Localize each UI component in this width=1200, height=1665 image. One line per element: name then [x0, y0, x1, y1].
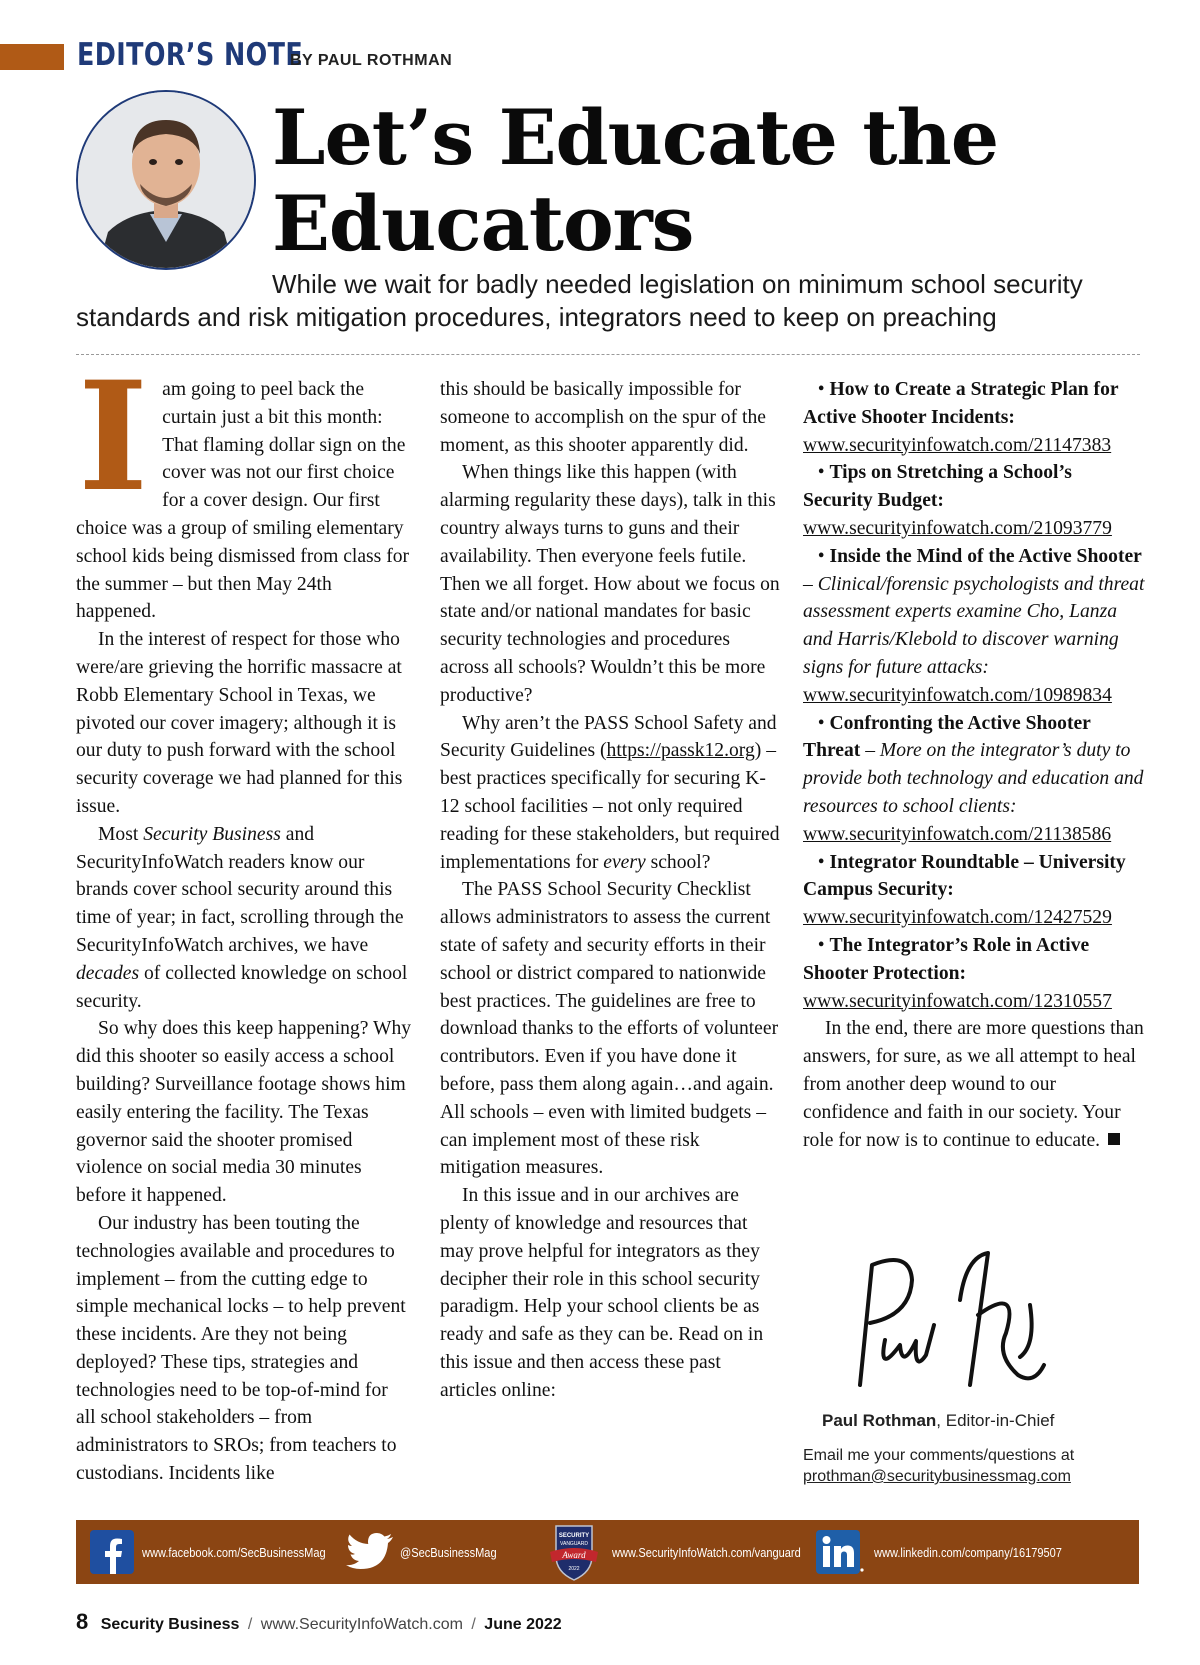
paragraph: The PASS School Security Checklist allows administrators to assess the current state of safety and security efforts in their school or district compared to nationwide best practices. The guidelines are free to download thanks to the efforts of volunteer contributors. Even if you have done it before, pass them along again…and again. All schools – even with limited budgets – can implement most of these risk mitigation measures.: [440, 879, 779, 1179]
issue-date: June 2022: [484, 1616, 562, 1633]
page-number: 8: [76, 1609, 89, 1634]
footer-site: www.SecurityInfoWatch.com: [260, 1616, 463, 1633]
closing-paragraph: [803, 1015, 1145, 1154]
drop-cap: I: [78, 349, 149, 525]
resource-link[interactable]: www.securityinfowatch.com/21138586: [803, 823, 1112, 845]
bullet-icon: •: [803, 851, 830, 873]
deck-subheadline: While we wait for badly needed legislation on minimum school security standards and risk mitigation procedures, integrators need to keep on preaching: [76, 269, 1083, 332]
bullet-icon: •: [803, 462, 830, 484]
author-title: , Editor-in-Chief: [936, 1411, 1055, 1430]
signature-name: [822, 1411, 1054, 1431]
paragraph: Our industry has been touting the technologies available and procedures to implement – from the cutting edge to simple mechanical locks – to help prevent these incidents. Are they not being deployed? These tips, strategies and technologies need to be top-of-mind for all school stakeholders – from administrators to SROs; from teachers to custodians. Incidents like: [76, 1212, 406, 1485]
twitter-item[interactable]: [346, 1520, 514, 1584]
closing-text: In the end, there are more questions than answers, for sure, as we all attempt to heal from another deep wound to our confidence and faith in our society. Your role for now is to continue to educate.: [803, 1018, 1144, 1151]
award-line-3: Award: [562, 1550, 586, 1560]
section-label: EDITOR’S NOTE: [77, 37, 304, 73]
pass-link[interactable]: https://passk12.org: [606, 740, 755, 762]
paragraph: [76, 349, 412, 626]
resource-item: [803, 543, 1145, 710]
section-accent-bar: [0, 44, 64, 70]
award-line-2: VANGUARD: [560, 1541, 588, 1547]
resource-link[interactable]: www.securityinfowatch.com/12427529: [803, 907, 1112, 929]
facebook-item[interactable]: [90, 1520, 358, 1584]
vanguard-item[interactable]: [546, 1520, 834, 1584]
resource-item: [803, 849, 1145, 932]
dashed-divider: [76, 354, 1140, 355]
bullet-icon: •: [803, 712, 830, 734]
text-run: and SecurityInfoWatch readers know our brands cover school security around this time of year; in fact, scrolling through the SecurityInfoWatch archives, we have: [76, 823, 404, 956]
author-headshot: [76, 90, 256, 270]
paragraph: So why does this keep happening? Why did this shooter so easily access a school building? Surveillance footage shows him easily entering the facility. The Texas governor said the shooter promised violence on social media 30 minutes before it happened.: [76, 1018, 412, 1207]
vanguard-award-icon: [546, 1522, 602, 1582]
bullet-icon: •: [803, 934, 830, 956]
resource-link[interactable]: www.securityinfowatch.com/10989834: [803, 684, 1112, 706]
byline: BY PAUL ROTHMAN: [290, 52, 453, 69]
resource-title: Integrator Roundtable – University Campus Security:: [803, 851, 1126, 901]
footer-separator: /: [247, 1616, 253, 1633]
text-run: Why aren’t the PASS School Safety and Security Guidelines (: [440, 712, 777, 762]
resource-description: – Clinical/forensic psychologists and threat assessment experts examine Cho, Lanza and Harris/Klebold to discover warning signs for future attacks:: [803, 573, 1145, 678]
social-bar: [76, 1520, 1139, 1584]
signature-image: [830, 1245, 1060, 1400]
linkedin-item[interactable]: [816, 1520, 1095, 1584]
article-column-3: [803, 376, 1145, 1154]
paragraph: [76, 821, 412, 1016]
resource-item: [803, 376, 1145, 459]
resource-title: Inside the Mind of the Active Shooter: [829, 545, 1142, 567]
resource-item: [803, 459, 1145, 542]
italic-text: every: [603, 851, 646, 873]
award-line-1: SECURITY: [558, 1533, 590, 1539]
end-mark-icon: [1108, 1133, 1120, 1145]
resource-description: – More on the integrator’s duty to provide both technology and education and resources to school clients:: [803, 740, 1144, 817]
resource-list: [803, 376, 1145, 1015]
resource-title: How to Create a Strategic Plan for Active Shooter Incidents:: [803, 379, 1119, 428]
facebook-url: www.facebook.com/SecBusinessMag: [142, 1544, 326, 1560]
facebook-icon: [90, 1530, 134, 1574]
italic-text: decades: [76, 962, 140, 984]
headline-line-2: Educators: [272, 179, 694, 268]
resource-item: [803, 710, 1145, 849]
paragraph: this should be basically impossible for someone to accomplish on the spur of the moment, as this shooter apparently did.: [440, 379, 766, 456]
page-footer: [76, 1609, 562, 1635]
award-year: 2022: [568, 1566, 580, 1572]
twitter-handle: @SecBusinessMag: [400, 1544, 497, 1560]
paragraph: When things like this happen (with alarming regularity these days), talk in this country always turns to guns and their availability. Then everyone feels futile. Then we all forget. How about we focus on state and/or national mandates for basic security technologies and procedures across all schools? Wouldn’t this be more productive?: [440, 462, 780, 706]
twitter-icon: [346, 1532, 394, 1572]
article-column-1: [76, 349, 412, 1488]
linkedin-icon: [816, 1530, 864, 1574]
email-link[interactable]: prothman@securitybusinessmag.com: [803, 1468, 1071, 1485]
resource-title: The Integrator’s Role in Active Shooter Protection:: [803, 934, 1090, 984]
resource-link[interactable]: www.securityinfowatch.com/21147383: [803, 434, 1112, 456]
linkedin-url: www.linkedin.com/company/16179507: [874, 1544, 1062, 1560]
text-run: of collected knowledge on school security.: [76, 962, 408, 1012]
paragraph: [440, 710, 780, 877]
resource-title: Tips on Stretching a School’s Security Budget:: [803, 462, 1072, 512]
headline: [272, 95, 1172, 267]
headline-line-1: Let’s Educate the: [272, 93, 999, 182]
vanguard-url: www.SecurityInfoWatch.com/vanguard: [612, 1544, 801, 1560]
paragraph: In the interest of respect for those who were/are grieving the horrific massacre at Robb Elementary School in Texas, we pivoted our cover imagery; although it is our duty to push forward with the school security coverage we had planned for this issue.: [76, 629, 403, 817]
italic-text: Security Business: [143, 823, 281, 845]
article-column-2: [440, 376, 780, 1404]
text-run: school?: [645, 851, 711, 873]
resource-link[interactable]: www.securityinfowatch.com/12310557: [803, 990, 1112, 1012]
magazine-name: Security Business: [100, 1616, 240, 1633]
email-intro: Email me your comments/questions at: [803, 1447, 1075, 1464]
author-name: Paul Rothman: [822, 1411, 937, 1430]
resource-title: Confronting the Active Shooter Threat: [803, 712, 1091, 762]
paragraph: In this issue and in our archives are plenty of knowledge and resources that may prove helpful for integrators as they decipher their role in this school security paradigm. Help your school clients be as ready and safe as they can be. Read on in this issue and then access these past articles online:: [440, 1185, 764, 1401]
resource-item: [803, 932, 1145, 1015]
resource-link[interactable]: www.securityinfowatch.com/21093779: [803, 517, 1112, 539]
paragraph-text: am going to peel back the curtain just a bit this month: That flaming dollar sign on the cover was not our first choice for a cover design. Our first choice was a group of smiling elementary school kids being dismissed from class for the summer – but then May 24th happened.: [76, 379, 410, 623]
bullet-icon: •: [803, 545, 830, 567]
text-run: ) – best practices specifically for securing K-12 school facilities – not only required reading for these stakeholders, but required implementations for: [440, 740, 780, 873]
bullet-icon: •: [803, 379, 830, 400]
text-run: Most: [98, 823, 144, 845]
footer-separator: /: [471, 1616, 476, 1633]
